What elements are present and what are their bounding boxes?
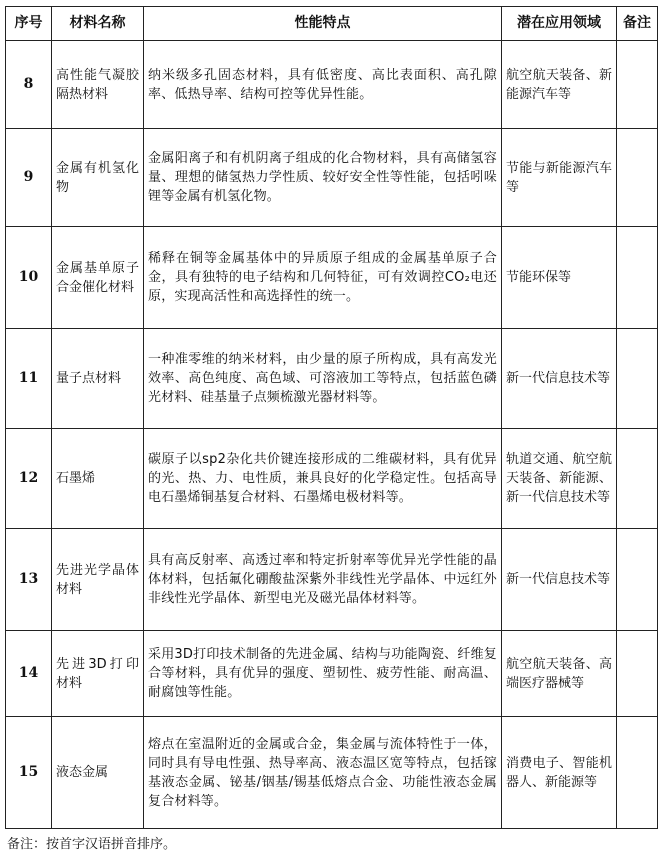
material-name: 液态金属 [52,717,144,829]
remarks-cell [617,529,658,631]
header-remarks: 备注 [617,7,658,41]
performance-text: 稀释在铜等金属基体中的异质原子组成的金属基单原子合金，具有独特的电子结构和几何特征，可有效调控CO₂电还原，实现高活性和高选择性的统一。 [144,227,502,329]
material-name: 先进3D打印材料 [52,631,144,717]
table-row [6,41,658,129]
table-row [6,429,658,529]
materials-table-container [5,6,657,829]
application-text: 航空航天装备、高端医疗器械等 [502,631,617,717]
materials-table [5,6,658,829]
application-text: 轨道交通、航空航天装备、新能源、新一代信息技术等 [502,429,617,529]
performance-text: 纳米级多孔固态材料，具有低密度、高比表面积、高孔隙率、低热导率、结构可控等优异性能。 [144,41,502,129]
table-row [6,227,658,329]
material-name: 先进光学晶体材料 [52,529,144,631]
material-name: 金属有机氢化物 [52,129,144,227]
application-text: 消费电子、智能机器人、新能源等 [502,717,617,829]
row-index: 15 [6,717,52,829]
remarks-cell [617,631,658,717]
table-row [6,631,658,717]
row-index: 13 [6,529,52,631]
application-text: 新一代信息技术等 [502,529,617,631]
remarks-cell [617,129,658,227]
row-index: 11 [6,329,52,429]
table-footnote: 备注：按首字汉语拼音排序。 [7,837,177,852]
remarks-cell [617,429,658,529]
remarks-cell [617,717,658,829]
header-material-name: 材料名称 [52,7,144,41]
application-text: 航空航天装备、新能源汽车等 [502,41,617,129]
application-text: 节能环保等 [502,227,617,329]
material-name: 高性能气凝胶隔热材料 [52,41,144,129]
performance-text: 碳原子以sp2杂化共价键连接形成的二维碳材料，具有优异的光、热、力、电性质，兼具良好的化学稳定性。包括高导电石墨烯铜基复合材料、石墨烯电极材料等。 [144,429,502,529]
table-row [6,129,658,227]
performance-text: 熔点在室温附近的金属或合金，集金属与流体特性于一体，同时具有导电性强、热导率高、液态温区宽等特点，包括镓基液态金属、铋基/铟基/锡基低熔点合金、功能性液态金属复合材料等。 [144,717,502,829]
performance-text: 一种准零维的纳米材料，由少量的原子所构成，具有高发光效率、高色纯度、高色域、可溶液加工等特点，包括蓝色磷光材料、硅基量子点频梳激光器材料等。 [144,329,502,429]
header-index: 序号 [6,7,52,41]
performance-text: 采用3D打印技术制备的先进金属、结构与功能陶瓷、纤维复合等材料，具有优异的强度、塑韧性、疲劳性能、耐高温、耐腐蚀等性能。 [144,631,502,717]
table-row [6,717,658,829]
table-header-row [6,7,658,41]
performance-text: 金属阳离子和有机阴离子组成的化合物材料，具有高储氢容量、理想的储氢热力学性质、较好安全性等性能，包括吲哚锂等金属有机氢化物。 [144,129,502,227]
row-index: 14 [6,631,52,717]
table-row [6,329,658,429]
row-index: 8 [6,41,52,129]
row-index: 9 [6,129,52,227]
row-index: 10 [6,227,52,329]
performance-text: 具有高反射率、高透过率和特定折射率等优异光学性能的晶体材料，包括氟化硼酸盐深紫外非线性光学晶体、中远红外非线性光学晶体、新型电光及磁光晶体材料等。 [144,529,502,631]
remarks-cell [617,41,658,129]
material-name: 量子点材料 [52,329,144,429]
material-name: 石墨烯 [52,429,144,529]
header-application: 潜在应用领域 [502,7,617,41]
table-row [6,529,658,631]
row-index: 12 [6,429,52,529]
material-name: 金属基单原子合金催化材料 [52,227,144,329]
remarks-cell [617,227,658,329]
remarks-cell [617,329,658,429]
application-text: 新一代信息技术等 [502,329,617,429]
application-text: 节能与新能源汽车等 [502,129,617,227]
header-performance: 性能特点 [144,7,502,41]
